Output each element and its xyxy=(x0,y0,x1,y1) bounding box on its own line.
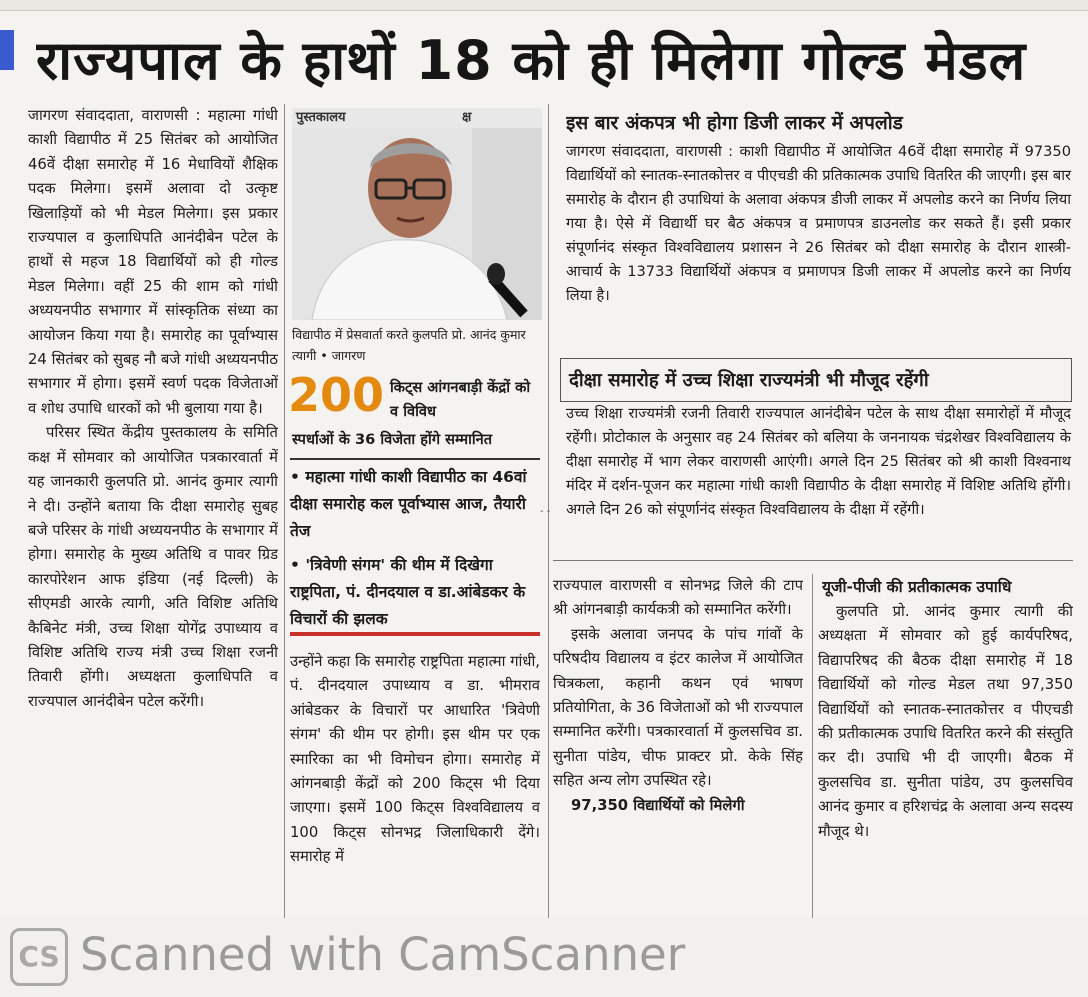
highlight-divider xyxy=(290,458,540,460)
photo-label xyxy=(292,108,542,128)
col2-paragraph: उन्होंने कहा कि समारोह राष्ट्रपिता महात्मा गांधी, पं. दीनदयाल उपाध्याय व डा. भीमराव आंबेडकर के विचारों पर आधारित 'त्रिवेणी संगम' की थीम पर होगी। इस थीम पर एक स्मारिका का भी विमोचन होगा। समारोह में आंगनबाड़ी केंद्रों को 200 किट्स भी दिया जाएगा। इसमें 100 किट्स विश्वविद्यालय व 100 किट्स सोनभद्र जिलाधिकारी देंगे। समारोह में xyxy=(290,653,540,866)
photo-label-right: क्ष xyxy=(462,110,472,125)
story3-divider xyxy=(553,560,1073,561)
column-divider xyxy=(812,574,813,924)
photo-caption: विद्यापीठ में प्रेसवार्ता करते कुलपति प्रो. आनंद कुमार त्यागी • जागरण xyxy=(292,327,526,363)
camscanner-logo-icon: CS xyxy=(10,928,68,986)
column-3 xyxy=(553,574,803,924)
story4-heading: यूजी-पीजी की प्रतीकात्मक उपाधि xyxy=(822,578,1012,596)
col1-paragraph-2: परिसर स्थित केंद्रीय पुस्तकालय के समिति कक्ष में सोमवार को आयोजित पत्रकारवार्ता में यह जानकारी कुलपति प्रो. आनंद कुमार त्यागी ने दी। उन्होंने बताया कि दीक्षा समारोह सुबह बजे परिसर के गांधी अध्ययनपीठ के सभागार में होगा। समारोह के मुख्य अतिथि व पावर ग्रिड कारपोरेशन आफ इंडिया (नई दिल्ली) के सीएमडी आरके त्यागी, अति विशिष्ट अतिथि कैबिनेट मंत्री, उच्च शिक्षा योगेंद्र उपाध्याय व विशिष्ट अतिथि राज्य मंत्री उच्च शिक्षा रजनी तिवारी होंगी। अध्यक्षता कुलाधिपति व राज्यपाल आनंदीबेन पटेल करेंगी। xyxy=(28,424,278,710)
red-divider xyxy=(290,632,540,636)
story4-body: कुलपति प्रो. आनंद कुमार त्यागी की अध्यक्षता में सोमवार को हुई कार्यपरिषद, विद्यापरिषद की बैठक दीक्षा समारोह में 18 विद्यार्थियों को गोल्ड मेडल तथा 97,350 विद्यार्थियों को स्नातक-स्नातकोत्तर व पीएचडी की प्रतीकात्मक उपाधि वितरित करने की संस्तुति कर दी। उपाधि भी दी जाएगी। बैठक में कुलसचिव डा. सुनीता पांडेय, उप कुलसचिव आनंद कुमार व हरिशचंद्र के अलावा अन्य सदस्य मौजूद थे। xyxy=(818,603,1073,840)
headline: राज्यपाल के हाथों 18 को ही मिलेगा गोल्ड मेडल xyxy=(36,29,1027,92)
col3-paragraph-1: राज्यपाल वाराणसी व सोनभद्र जिले की टाप श्री आंगनबाड़ी कार्यकत्री को सम्मानित करेंगी। xyxy=(553,577,803,619)
bullet-text-2: 'त्रिवेणी संगम' की थीम में दिखेगा राष्ट्रपिता, पं. दीनदयाल व डा.आंबेडकर के विचारों की झलक xyxy=(290,556,526,628)
story3-heading: दीक्षा समारोह में उच्च शिक्षा राज्यमंत्री भी मौजूद रहेंगी xyxy=(560,358,1072,402)
bullet-item-1 xyxy=(290,464,542,546)
bullet-dot-icon: • xyxy=(290,556,306,574)
person-illustration xyxy=(292,128,542,320)
highlight-text-b: स्पर्धाओं के 36 विजेता होंगे सम्मानित xyxy=(292,431,493,448)
highlight-text-a: किट्स आंगनबाड़ी केंद्रों को व विविध xyxy=(390,379,531,420)
col3-subhead: 97,350 विद्यार्थियों को मिलेगी xyxy=(571,796,745,814)
col1-paragraph-1: जागरण संवाददाता, वाराणसी : महात्मा गांधी काशी विद्यापीठ में 25 सितंबर को आयोजित 46वें दीक्षा समारोह में 16 मेधावियों शैक्षिक पदक मिलेगा। इसमें अलावा दो उत्कृष्ट खिलाड़ियों को भी मेडल मिलेगा। इस प्रकार राज्यपाल व कुलाधिपति आनंदीबेन पटेल के हाथों से महज 18 विद्यार्थियों को ही गोल्ड मेडल मिलेगा। वहीं 25 की शाम को गांधी अध्ययनपीठ सभागार में सांस्कृतिक संध्या का आयोजन किया गया है। समारोह का पूर्वाभ्यास 24 सितंबर को सुबह नौ बजे गांधी अध्ययनपीठ सभागार में होगा। इसमें स्वर्ण पदक विजेताओं व शोध उपाधि धारकों को भी बुलाया गया है। xyxy=(28,107,278,417)
column-1 xyxy=(28,104,278,924)
photo-label-left: पुस्तकालय xyxy=(296,110,346,125)
bullet-item-2 xyxy=(290,552,542,634)
story2-heading: इस बार अंकपत्र भी होगा डिजी लाकर में अपलोड xyxy=(566,112,903,134)
col3-paragraph-2: इसके अलावा जनपद के पांच गांवों के परिषदीय विद्यालय व इंटर कालेज में आयोजित चित्रकला, कहानी कथन एवं भाषण प्रतियोगिता, के 36 विजेताओं को भी राज्यपाल सम्मानित करेंगी। पत्रकारवार्ता में कुलसचिव डा. सुनीता पांडेय, चीफ प्राक्टर प्रो. केके सिंह सहित अन्य लोग उपस्थित रहे। xyxy=(553,625,803,790)
bullet-dot-icon: • xyxy=(290,468,306,486)
column-2 xyxy=(290,650,540,925)
press-photo xyxy=(292,108,542,320)
highlight-number: 200 xyxy=(288,368,385,422)
column-divider xyxy=(284,104,285,924)
watermark-text: Scanned with CamScanner xyxy=(80,928,686,981)
story2-body: जागरण संवाददाता, वाराणसी : काशी विद्यापीठ में आयोजित 46वें दीक्षा समारोह में 97350 विद्यार्थियों को स्नातक-स्नातकोत्तर व पीएचडी की प्रतिकात्मक उपाधि वितरित की जाएगी। इस बार समारोह के दौरान ही उपाधियां के अलावा अंकपत्र डीजी लाकर में अपलोड करने का निर्णय लिया गया है। ऐसे में विद्यार्थी घर बैठ अंकपत्र व प्रमाणपत्र डाउनलोड कर सकते हैं। इसी प्रकार संपूर्णानंद संस्कृत विश्वविद्यालय प्रशासन ने 26 सितंबर को दीक्षा समारोह के दौरान शास्त्री-आचार्य के 13733 विद्यार्थियों अंकपत्र व प्रमाणपत्र डिजी लाकर में अपलोड करने का निर्णय लिया है। xyxy=(566,143,1071,304)
column-4 xyxy=(818,600,1073,925)
top-margin-strip xyxy=(0,0,1088,11)
page-edge-marker xyxy=(0,30,14,70)
bullet-text-1: महात्मा गांधी काशी विद्यापीठ का 46वां दीक्षा समारोह कल पूर्वाभ्यास आज, तैयारी तेज xyxy=(290,468,527,540)
story3-body: उच्च शिक्षा राज्यमंत्री रजनी तिवारी राज्यपाल आनंदीबेन पटेल के साथ दीक्षा समारोहों में मौजूद रहेंगी। प्रोटोकाल के अनुसार वह 24 सितंबर को बलिया के जननायक चंद्रशेखर विश्वविद्यालय के दीक्षा समारोह में भाग लेकर वाराणसी आएंगी। अगले दिन 25 सितंबर को श्री काशी विश्वनाथ मंदिर में दर्शन-पूजन कर महात्मा गांधी काशी विद्यापीठ के दीक्षा समारोह में विशिष्ट अतिथि होंगी। अगले दिन 26 को संपूर्णानंद संस्कृत विश्वविद्यालय के दीक्षा में रहेंगी। xyxy=(566,405,1071,518)
scan-artifact-mark: - - xyxy=(540,506,551,517)
